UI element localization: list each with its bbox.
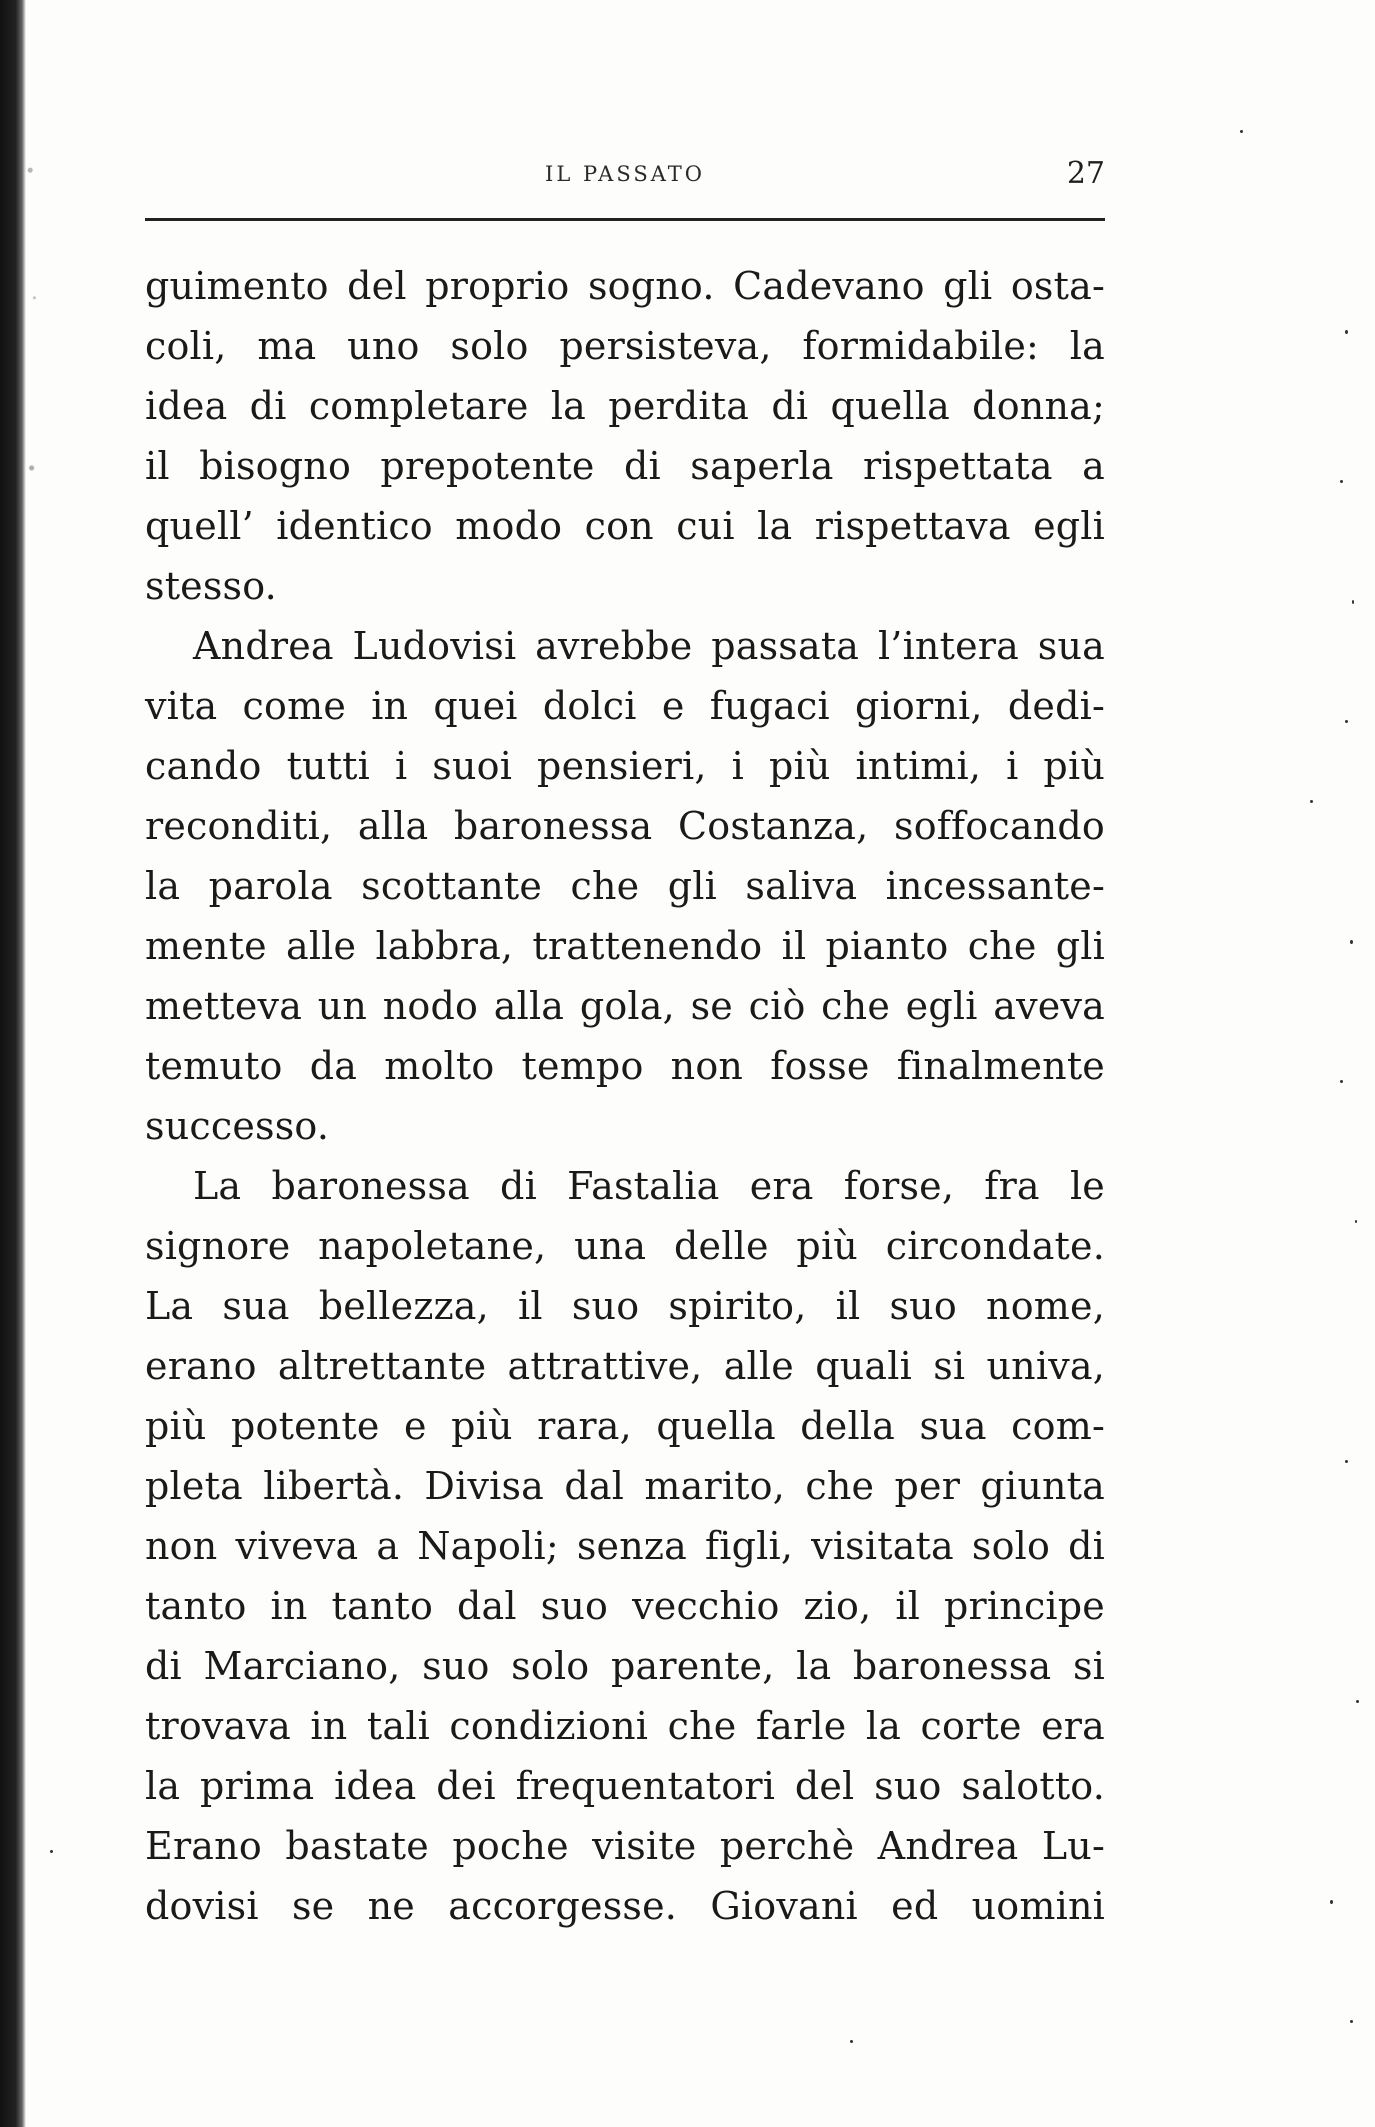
dust-speck (1355, 1220, 1357, 1223)
dust-speck (1345, 330, 1348, 334)
text-line: stesso. (145, 564, 277, 608)
text-line: la prima idea dei frequentatori del suo salotto. (145, 1764, 1105, 1808)
dust-speck (1330, 1900, 1333, 1904)
header-rule (145, 218, 1105, 221)
paragraph-3 (145, 1156, 1105, 1936)
text-line: mente alle labbra, trattenendo il pianto che gli (145, 924, 1105, 968)
text-line: temuto da molto tempo non fosse finalmente (145, 1044, 1105, 1088)
text-line: La sua bellezza, il suo spirito, il suo nome, (145, 1284, 1105, 1328)
dust-speck (1340, 480, 1343, 483)
running-head: IL PASSATO (545, 162, 705, 186)
body-text (145, 256, 1105, 1936)
binding-speckle (26, 0, 40, 2127)
text-line: pleta libertà. Divisa dal marito, che per giunta (145, 1464, 1105, 1508)
text-line: il bisogno prepotente di saperla rispettata a (145, 444, 1105, 488)
page-number: 27 (1066, 156, 1105, 191)
dust-speck (1350, 940, 1353, 944)
text-line: Erano bastate poche visite perchè Andrea Lu- (145, 1824, 1105, 1868)
binding-edge (0, 0, 26, 2127)
dust-speck (1352, 600, 1354, 604)
text-line: Andrea Ludovisi avrebbe passata l’intera sua (193, 624, 1105, 668)
dust-speck (1340, 1080, 1343, 1083)
text-line: guimento del proprio sogno. Cadevano gli osta- (145, 264, 1105, 308)
paragraph-2 (145, 616, 1105, 1156)
text-line: cando tutti i suoi pensieri, i più intimi, i più (145, 744, 1105, 788)
dust-speck (1345, 720, 1348, 723)
dust-speck (1240, 130, 1243, 133)
text-line: vita come in quei dolci e fugaci giorni, dedi- (145, 684, 1105, 728)
text-line: La baronessa di Fastalia era forse, fra le (193, 1164, 1105, 1208)
dust-speck (50, 1850, 53, 1853)
text-line: erano altrettante attrattive, alle quali si univa, (145, 1344, 1105, 1388)
text-line: dovisi se ne accorgesse. Giovani ed uomini (145, 1884, 1105, 1928)
text-line: reconditi, alla baronessa Costanza, soffocando (145, 804, 1105, 848)
text-line: signore napoletane, una delle più circondate. (145, 1224, 1105, 1268)
text-line: coli, ma uno solo persisteva, formidabile: la (145, 324, 1105, 368)
dust-speck (1356, 1700, 1359, 1703)
text-line: trovava in tali condizioni che farle la corte era (145, 1704, 1105, 1748)
dust-speck (1345, 1460, 1348, 1463)
text-line: la parola scottante che gli saliva incessante- (145, 864, 1105, 908)
text-line: metteva un nodo alla gola, se ciò che egli aveva (145, 984, 1105, 1028)
page-header (145, 156, 1105, 200)
text-line: quell’ identico modo con cui la rispettava egli (145, 504, 1105, 548)
text-line: non viveva a Napoli; senza figli, visitata solo di (145, 1524, 1105, 1568)
text-line: più potente e più rara, quella della sua com- (145, 1404, 1105, 1448)
dust-speck (1310, 800, 1313, 803)
text-line: tanto in tanto dal suo vecchio zio, il principe (145, 1584, 1105, 1628)
paragraph-1 (145, 256, 1105, 616)
text-line: successo. (145, 1104, 330, 1148)
dust-speck (850, 2040, 853, 2043)
text-line: di Marciano, suo solo parente, la baronessa si (145, 1644, 1105, 1688)
text-line: idea di completare la perdita di quella donna; (145, 384, 1105, 428)
dust-speck (1350, 2020, 1353, 2023)
